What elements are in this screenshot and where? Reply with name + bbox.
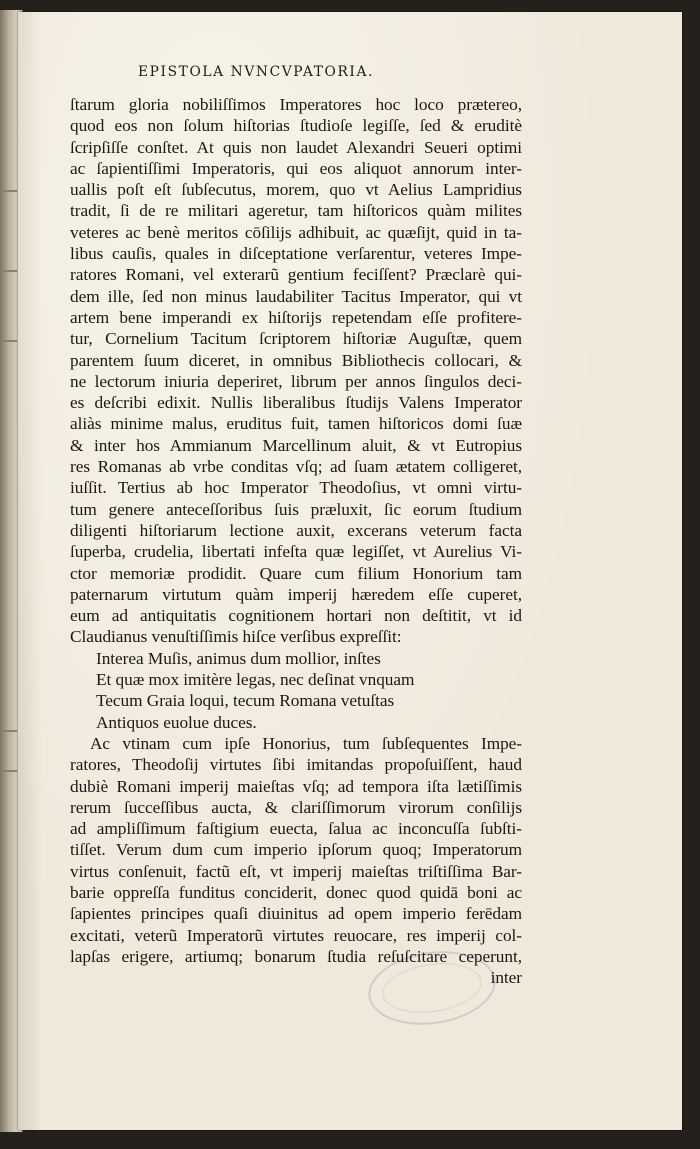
text-line: barie oppreſſa funditus conciderit, donec quod quidā boni ac bbox=[70, 882, 522, 902]
text-line: ac ſapientiſſimi Imperatoris, qui eos aliquot annorum inter- bbox=[70, 158, 522, 178]
verse-line: Interea Muſis, animus dum mollior, inſtes bbox=[96, 648, 381, 668]
paragraph-first-line: Ac vtinam cum ipſe Honorius, tum ſubſequentes Impe- bbox=[90, 733, 522, 753]
text-line: dem ille, ſed non minus laudabiliter Tacitus Imperator, qui vt bbox=[70, 286, 522, 306]
book-page bbox=[18, 12, 682, 1130]
text-line: aliàs minime malus, eruditus fuit, tamen hiſtoricos domi ſuæ bbox=[70, 414, 522, 434]
text-line: excitati, veterũ Imperatorũ virtutes reuocare, res imperij col- bbox=[70, 925, 522, 945]
text-line: eum ad antiquitatis cognitionem hortari non deſtitit, vt id bbox=[70, 606, 522, 626]
text-line: ne lectorum iniuria deperiret, librum per annos ſingulos deci- bbox=[70, 371, 522, 391]
text-line: lapſas erigere, artiumq; bonarum ſtudia reſuſcitare ceperunt, bbox=[70, 946, 522, 966]
text-line: Claudianus venuſtiſſimis hiſce verſibus expreſſit: bbox=[70, 627, 402, 647]
text-line: tradit, ſi de re militari ageretur, tam hiſtoricos quàm milites bbox=[70, 201, 522, 221]
text-line: iuſſit. Tertius ab hoc Imperator Theodoſius, vt omni virtu- bbox=[70, 478, 522, 498]
text-line: virtus conſenuit, factũ eſt, vt imperij maieſtas triſtiſſima Bar- bbox=[70, 861, 522, 881]
text-line: ratores Romani, vel exterarũ gentium feciſſent? Præclarè qui- bbox=[70, 265, 522, 285]
text-line: paternarum virtutum quàm imperij hæredem eſſe cuperet, bbox=[70, 584, 522, 604]
text-line: ad ampliſſimum faſtigium euecta, ſalua ac inconcuſſa ſubſti- bbox=[70, 819, 522, 839]
text-line: quod eos non ſolum hiſtorias ſtudioſe legiſſe, ſed & eruditè bbox=[70, 116, 522, 136]
text-line: ſuperba, crudelia, libertati infeſta quæ legiſſet, vt Aurelius Vi- bbox=[70, 542, 522, 562]
verse-line: Antiquos euolue duces. bbox=[96, 712, 257, 732]
text-line: uallis poſt eſt ſubſecutus, morem, quo vt Aelius Lampridius bbox=[70, 180, 522, 200]
verse-line: Tecum Graia loqui, tecum Romana vetuſtas bbox=[96, 691, 395, 711]
text-line: tiſſet. Verum dum cum imperio ipſorum quoq; Imperatorum bbox=[70, 840, 522, 860]
text-line: ſtarum gloria nobiliſſimos Imperatores hoc loco prætereo, bbox=[70, 95, 522, 114]
text-line: tum genere anteceſſoribus ſuis præluxit, ſic eorum ſtudium bbox=[70, 499, 522, 519]
text-line: ratores, Theodoſij virtutes ſibi imitandas propoſuiſſent, haud bbox=[70, 755, 522, 775]
text-line: & inter hos Ammianum Marcellinum aluit, & vt Eutropius bbox=[70, 435, 522, 455]
text-line: ſapientes principes quaſi diuinitus ad opem imperio ferēdam bbox=[70, 904, 522, 924]
text-line: es deſcribi edixit. Nullis liberalibus ſtudijs Valens Imperator bbox=[70, 393, 522, 413]
body-text bbox=[70, 94, 522, 988]
text-line: ctor memoriæ prodidit. Quare cum filium Honorium tam bbox=[70, 563, 522, 583]
text-line: ſcripſiſſe conſtet. At quis non laudet Alexandri Seueri optimi bbox=[70, 137, 522, 157]
text-line: tur, Cornelium Tacitum ſcriptorem hiſtoriæ Auguſtæ, quem bbox=[70, 329, 522, 349]
running-head: EPISTOLA NVNCVPATORIA. bbox=[138, 64, 375, 80]
text-line: dubiè Romani imperij maieſtas vſq; ad tempora iſta lætiſſimis bbox=[70, 776, 522, 796]
text-line: rerum ſucceſſibus aucta, & clariſſimorum virorum conſilijs bbox=[70, 797, 522, 817]
text-line: res Romanas ab vrbe conditas vſq; ad ſuam ætatem colligeret, bbox=[70, 457, 522, 477]
catchword: inter bbox=[490, 968, 522, 988]
text-line: veteres ac benè meritos cōſilijs adhibuit, ac quæſijt, quid in ta- bbox=[70, 222, 522, 242]
text-line: parentem ſuum diceret, in omnibus Bibliothecis collocari, & bbox=[70, 350, 522, 370]
verse-line: Et quæ mox imitère legas, nec deſinat vnquam bbox=[96, 670, 415, 690]
text-line: diligenti hiſtoriarum lectione auxit, excerans veterum facta bbox=[70, 520, 522, 540]
text-line: artem bene imperandi ex hiſtorijs repetendam eſſe profitere- bbox=[70, 307, 522, 327]
text-line: libus cauſis, quales in diſceptatione verſarentur, veteres Impe- bbox=[70, 244, 522, 264]
